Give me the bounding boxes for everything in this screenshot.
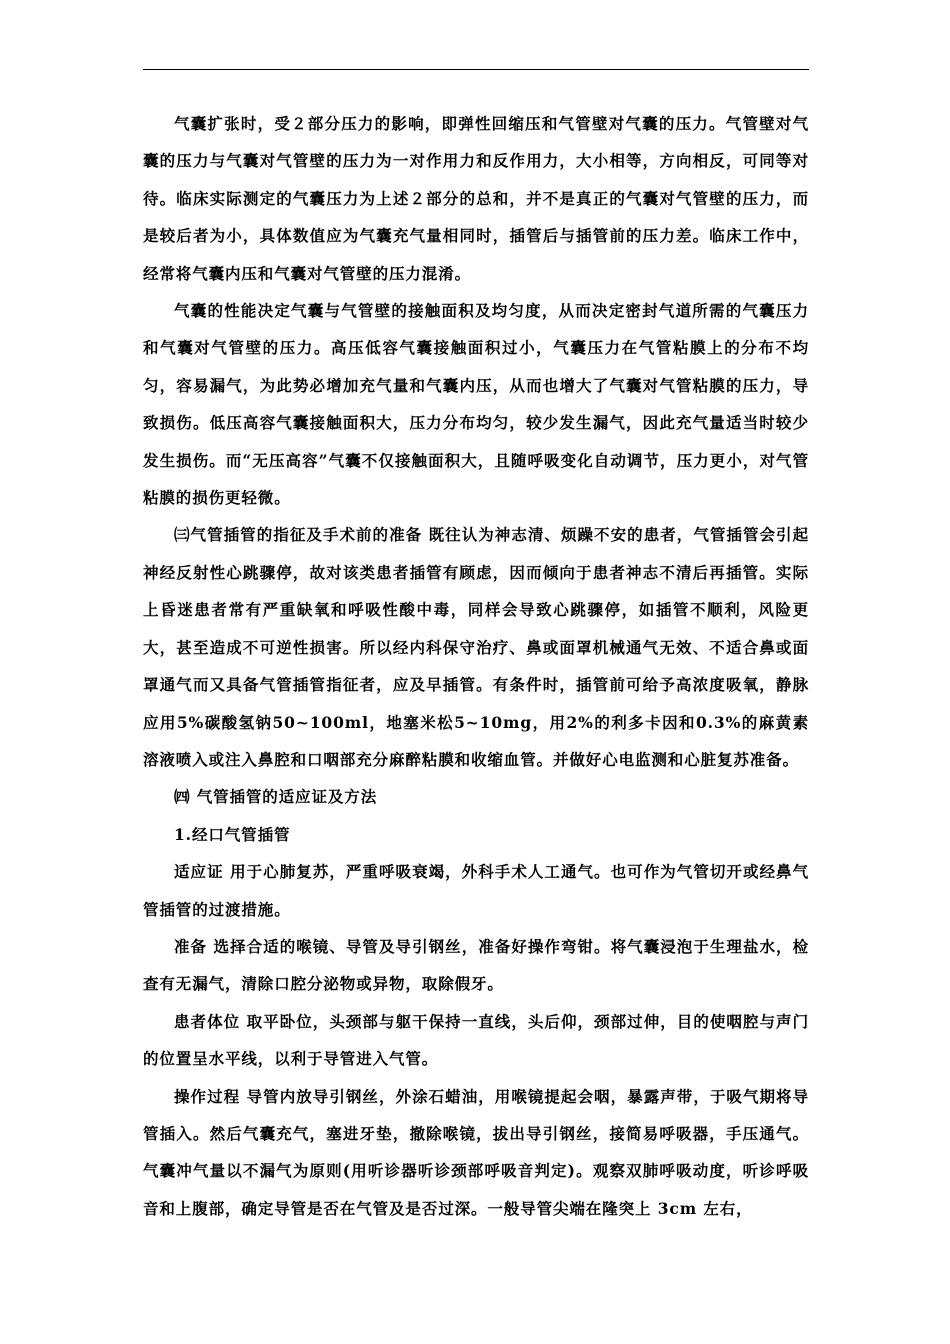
paragraph-preparation: 准备 选择合适的喉镜、导管及导引钢丝，准备好操作弯钳。将气囊浸泡于生理盐水，检查有无漏气，清除口腔分泌物或异物，取除假牙。 (143, 936, 809, 994)
header-rule (143, 69, 809, 70)
paragraph-intubation-indications: ㈢气管插管的指征及手术前的准备 既往认为神志清、烦躁不安的患者，气管插管会引起神经反射性心跳骤停，故对该类患者插管有顾虑，因而倾向于患者神志不清后再插管。实际上昏迷患者常有严重缺氧和呼吸性酸中毒，同样会导致心跳骤停，如插管不顺利，风险更大，甚至造成不可逆性损害。所以经内科保守治疗、鼻或面罩机械通气无效、不适合鼻或面罩通气而又具备气管插管指征者，应及早插管。有条件时，插管前可给予高浓度吸氧，静脉应用5%碳酸氢钠50~100ml，地塞米松5~10mg，用2%的利多卡因和0.3%的麻黄素溶液喷入或注入鼻腔和口咽部充分麻醉粘膜和收缩血管。并做好心电监测和心脏复苏准备。 (143, 525, 809, 769)
paragraph-patient-position: 患者体位 取平卧位，头颈部与躯干保持一直线，头后仰，颈部过伸，目的使咽腔与声门的位置呈水平线，以利于导管进入气管。 (143, 1011, 809, 1069)
paragraph-cuff-performance: 气囊的性能决定气囊与气管壁的接触面积及均匀度，从而决定密封气道所需的气囊压力和气囊对气管壁的压力。高压低容气囊接触面积过小，气囊压力在气管粘膜上的分布不均匀，容易漏气，为此势必增加充气量和气囊内压，从而也增大了气囊对气管粘膜的压力，导致损伤。低压高容气囊接触面积大，压力分布均匀，较少发生漏气，因此充气量适当时较少发生损伤。而“无压高容”气囊不仅接触面积大，且随呼吸变化自动调节，压力更小，对气管粘膜的损伤更轻微。 (143, 301, 809, 508)
subsection-heading-oral-intubation: 1.经口气管插管 (174, 824, 291, 844)
paragraph-cuff-pressure: 气囊扩张时，受２部分压力的影响，即弹性回缩压和气管壁对气囊的压力。气管壁对气囊的压力与气囊对气管壁的压力为一对作用力和反作用力，大小相等，方向相反，可同等对待。临床实际测定的气囊压力为上述２部分的总和，并不是真正的气囊对气管壁的压力，而是较后者为小，具体数值应为气囊充气量相同时，插管后与插管前的压力差。临床工作中，经常将气囊内压和气囊对气管壁的压力混淆。 (143, 114, 809, 283)
paragraph-procedure: 操作过程 导管内放导引钢丝，外涂石蜡油，用喉镜提起会咽，暴露声带，于吸气期将导管插入。然后气囊充气，塞进牙垫，撤除喉镜，拔出导引钢丝，接简易呼吸器，手压通气。气囊冲气量以不漏气为原则(用听诊器听诊颈部呼吸音判定)。观察双肺呼吸动度，听诊呼吸音和上腹部，确定导管是否在气管及是否过深。一般导管尖端在隆突上 3cm 左右， (143, 1086, 809, 1218)
paragraph-indications: 适应证 用于心肺复苏，严重呼吸衰竭，外科手术人工通气。也可作为气管切开或经鼻气管插管的过渡措施。 (143, 862, 809, 919)
document-body (143, 105, 809, 1227)
section-heading-indications-methods: ㈣ 气管插管的适应证及方法 (174, 787, 378, 807)
